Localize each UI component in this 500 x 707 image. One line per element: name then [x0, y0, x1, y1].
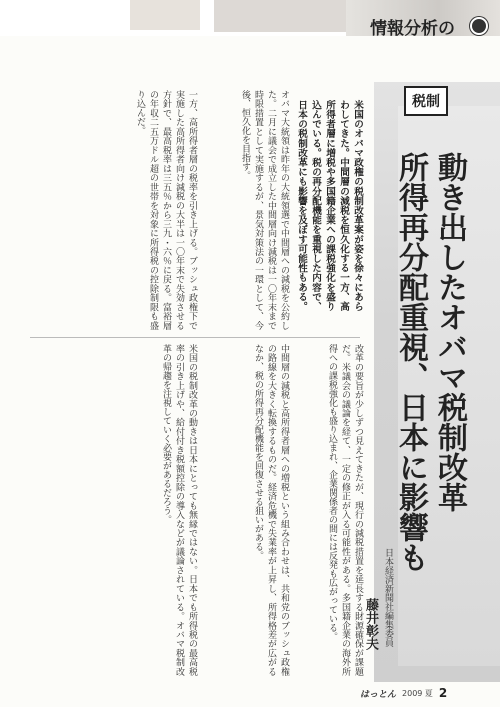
- header-decoration: [214, 0, 346, 32]
- lead-paragraph: 米国のオバマ政権の税制改革案が姿を徐々にあらわしてきた。中間層の減税を恒久化する一方、高所得者層に増税や多国籍企業への課税強化を盛り込んでいる。税の再分配機能を重視した内容で、日本の税制改革にも影響を及ぼす可能性もある。: [296, 100, 363, 312]
- headline-line-2: 所得再分配重視、日本に影響も: [393, 152, 428, 572]
- byline: 日本経済新聞社編集委員: [383, 548, 393, 647]
- issue-date: 2009 夏: [402, 688, 433, 698]
- column-divider: [30, 337, 360, 338]
- article-tag: 税制: [404, 86, 448, 116]
- magazine-logo: はっとん: [360, 689, 397, 700]
- headline-line-1: 動き出したオバマ税制改革: [432, 152, 467, 512]
- body-column: 一方、高所得者層の税率を引き上げる。ブッシュ政権下で実施した高所得者向け減税の大半は一〇年末で失効させる方針で、最高税率は三五％から三九・六％に戻る。富裕層の年収二五万ドル超の世帯を対象に所得税の控除制限も盛り込んだ。: [135, 90, 197, 330]
- header-decoration: [130, 0, 200, 30]
- author-name: 藤井彰夫: [363, 598, 378, 650]
- body-column: 改革の要旨が少しずつ見えてきたが、現行の減税措置を延長する財源確保が課題だ。米議会の議論を経て、一定の修正が入る可能性がある。多国籍企業の海外所得への課税強化も盛り込まれ、企業関係者の間には反発も広がっている。: [327, 344, 363, 677]
- page-number: 2: [438, 686, 448, 700]
- page-footer: [360, 686, 490, 700]
- section-circle-icon: [470, 17, 488, 35]
- body-column: オバマ大統領は昨年の大統領選で中間層への減税を公約した。二月に議会で成立した中間層向け減税は一〇年末まで時限措置として実施するが、景気対策法の一環として、今後、恒久化を目指す。: [240, 90, 289, 330]
- body-column: 米国の税制改革の動きは日本にとっても無縁ではない。日本でも所得税の最高税率の引き上げや、給付付き税額控除の導入などが議論されている。オバマ税制改革の帰趨を注視していく必要があるだろう。: [161, 344, 197, 676]
- body-column: 中間層の減税と高所得者層への増税という組み合わせは、共和党のブッシュ政権の路線を大きく転換するものだ。経済危機で失業率が上昇し、所得格差が広がるなか、税の所得再分配機能を回復させる狙いがある。: [253, 344, 289, 677]
- section-title: 情報分析の: [370, 19, 455, 39]
